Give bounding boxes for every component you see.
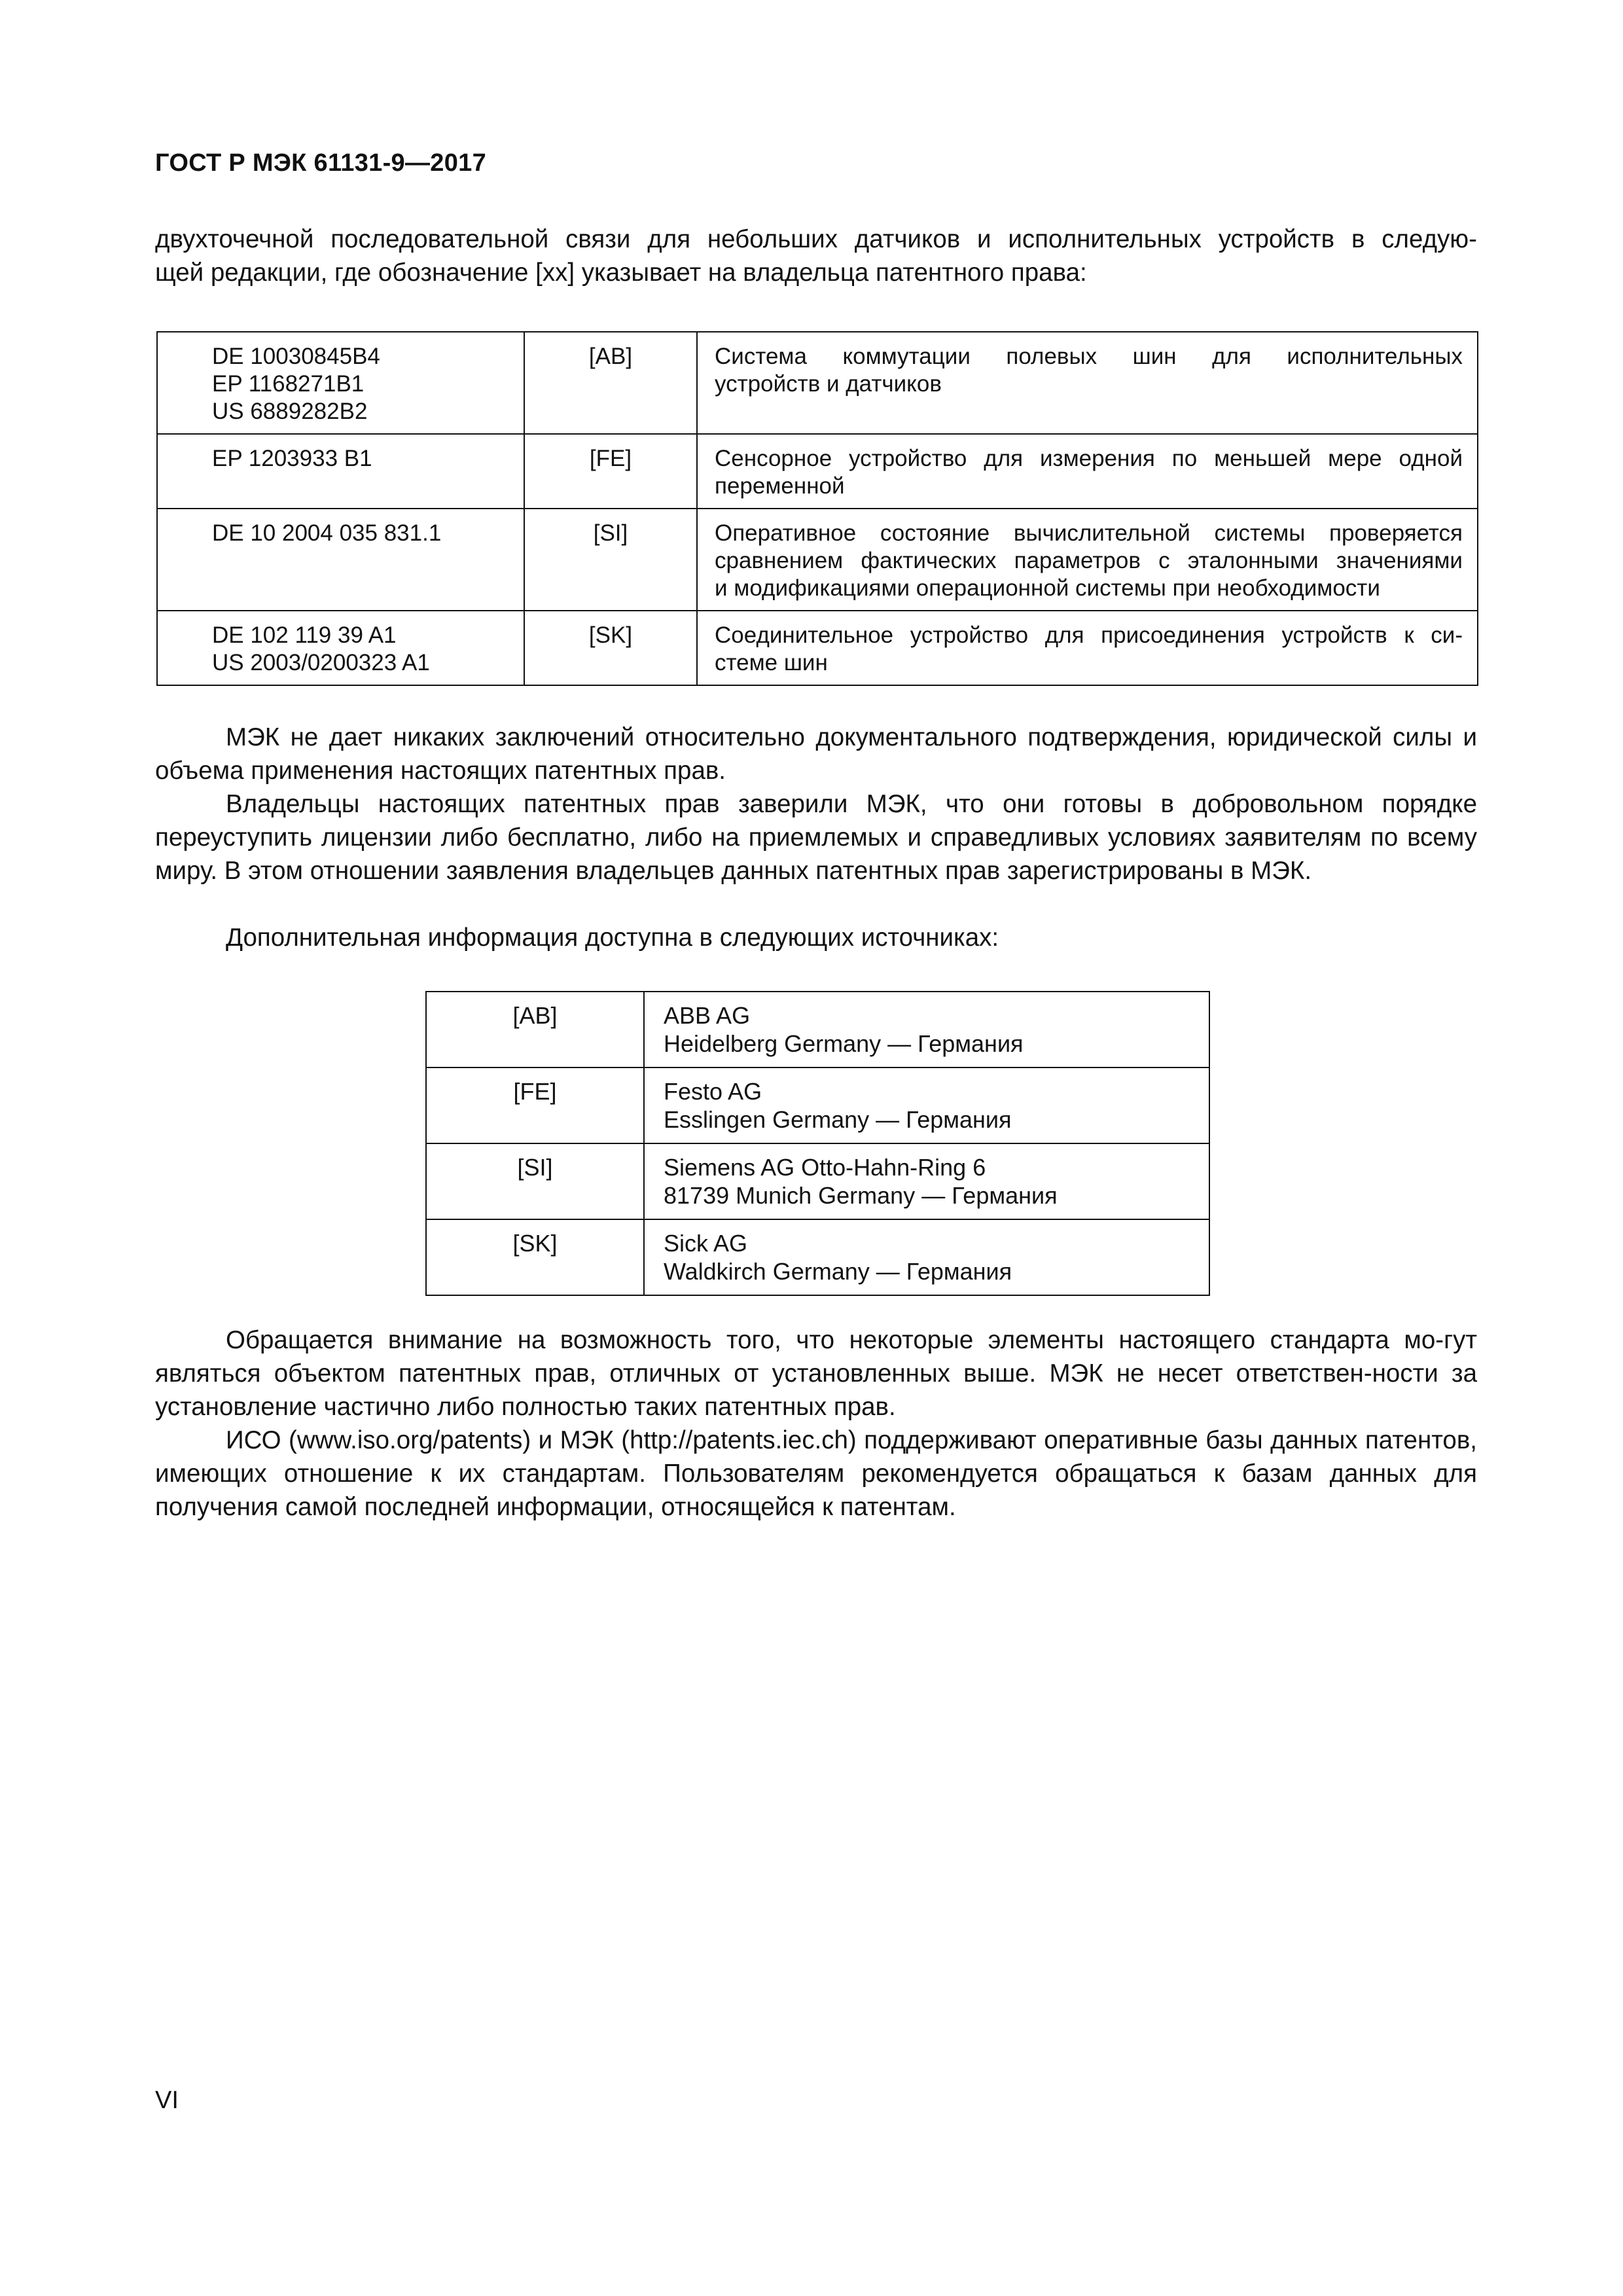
source-address: 81739 Munich Germany — Германия xyxy=(664,1182,1058,1209)
patent-numbers-cell xyxy=(157,611,524,685)
source-name: ABB AG xyxy=(664,1002,751,1029)
paragraph-licensing: Владельцы настоящих патентных прав заверили МЭК, что они готовы в добровольном порядке переуступить лицензии либо бесплатно, либо на приемлемых и справедливых условиях заявителям по всему миру. В этом отношении заявления владельцев данных патентных прав зарегистрированы в МЭК. xyxy=(155,790,1477,885)
patent-owner-cell: [AB] xyxy=(524,332,697,434)
description-line: и модификациями операционной системы при необходимости xyxy=(715,575,1380,601)
source-name: Festo AG xyxy=(664,1078,762,1105)
table-row xyxy=(157,434,1478,509)
patent-owner-cell: [FE] xyxy=(524,434,697,509)
source-key-cell: [SI] xyxy=(426,1143,644,1219)
sources-table xyxy=(425,991,1210,1296)
table-row xyxy=(426,1219,1209,1295)
table-row xyxy=(426,1143,1209,1219)
patent-owner-cell: [SK] xyxy=(524,611,697,685)
table-row xyxy=(426,1067,1209,1143)
description-line: Оперативное состояние вычислительной системы проверяется xyxy=(715,520,1463,546)
patent-number: US 6889282B2 xyxy=(212,399,368,424)
description-line: Система коммутации полевых шин для исполнительных xyxy=(715,344,1463,369)
source-name: Sick AG xyxy=(664,1230,748,1257)
source-address: Esslingen Germany — Германия xyxy=(664,1106,1012,1133)
intro-paragraph xyxy=(155,223,1477,289)
source-key-cell: [AB] xyxy=(426,992,644,1067)
patent-numbers-cell xyxy=(157,434,524,509)
patent-description-cell xyxy=(697,509,1478,611)
source-address: Waldkirch Germany — Германия xyxy=(664,1258,1012,1285)
patent-description-cell xyxy=(697,332,1478,434)
patent-numbers-cell xyxy=(157,332,524,434)
source-key-cell: [SK] xyxy=(426,1219,644,1295)
table-row xyxy=(157,611,1478,685)
source-info-cell xyxy=(644,1143,1209,1219)
paragraph-sources-intro: Дополнительная информация доступна в следующих источниках: xyxy=(226,924,999,952)
description-line: Соединительное устройство для присоединения устройств к си- xyxy=(715,622,1463,648)
patent-number: DE 10 2004 035 831.1 xyxy=(212,520,442,546)
patent-owner-cell: [SI] xyxy=(524,509,697,611)
patent-number: US 2003/0200323 A1 xyxy=(212,650,430,675)
source-info-cell xyxy=(644,1067,1209,1143)
source-name: Siemens AG Otto-Hahn-Ring 6 xyxy=(664,1154,986,1181)
page-number: VI xyxy=(155,2087,179,2114)
description-line: Сенсорное устройство для измерения по меньшей мере одной xyxy=(715,446,1463,471)
intro-line-2: щей редакции, где обозначение [xx] указывает на владельца патентного права: xyxy=(155,259,1087,287)
patent-description-cell xyxy=(697,434,1478,509)
source-info-cell xyxy=(644,992,1209,1067)
paragraph-disclaimer: МЭК не дает никаких заключений относительно документального подтверждения, юридической силы и объема применения настоящих патентных прав. xyxy=(155,723,1477,785)
patent-number: DE 102 119 39 A1 xyxy=(212,622,397,648)
description-line: переменной xyxy=(715,473,845,499)
source-key-cell: [FE] xyxy=(426,1067,644,1143)
table-row xyxy=(426,992,1209,1067)
table-row xyxy=(157,509,1478,611)
description-line: стеме шин xyxy=(715,650,828,675)
patent-description-cell xyxy=(697,611,1478,685)
source-info-cell xyxy=(644,1219,1209,1295)
patents-table xyxy=(156,331,1478,686)
patent-number: EP 1203933 B1 xyxy=(212,446,372,471)
table-row xyxy=(157,332,1478,434)
patent-number: DE 10030845B4 xyxy=(212,344,380,369)
patent-number: EP 1168271B1 xyxy=(212,371,365,397)
description-line: сравнением фактических параметров с эталонными значениями xyxy=(715,548,1463,573)
document-header: ГОСТ Р МЭК 61131-9—2017 xyxy=(155,149,487,177)
intro-line-1: двухточечной последовательной связи для небольших датчиков и исполнительных устройств в следую- xyxy=(155,225,1477,253)
description-line: устройств и датчиков xyxy=(715,371,942,397)
source-address: Heidelberg Germany — Германия xyxy=(664,1030,1024,1057)
paragraph-attention: Обращается внимание на возможность того, что некоторые элементы настоящего стандарта мо-гут являться объектом патентных прав, отличных от установленных выше. МЭК не несет ответствен-ности за установление частично либо полностью таких патентных прав. xyxy=(155,1326,1477,1421)
patent-numbers-cell xyxy=(157,509,524,611)
paragraph-databases: ИСО (www.iso.org/patents) и МЭК (http://patents.iec.ch) поддерживают оперативные базы данных патентов, имеющих отношение к их стандартам. Пользователям рекомендуется обращаться к базам данных для получения самой последней информации, относящейся к патентам. xyxy=(155,1426,1477,1521)
